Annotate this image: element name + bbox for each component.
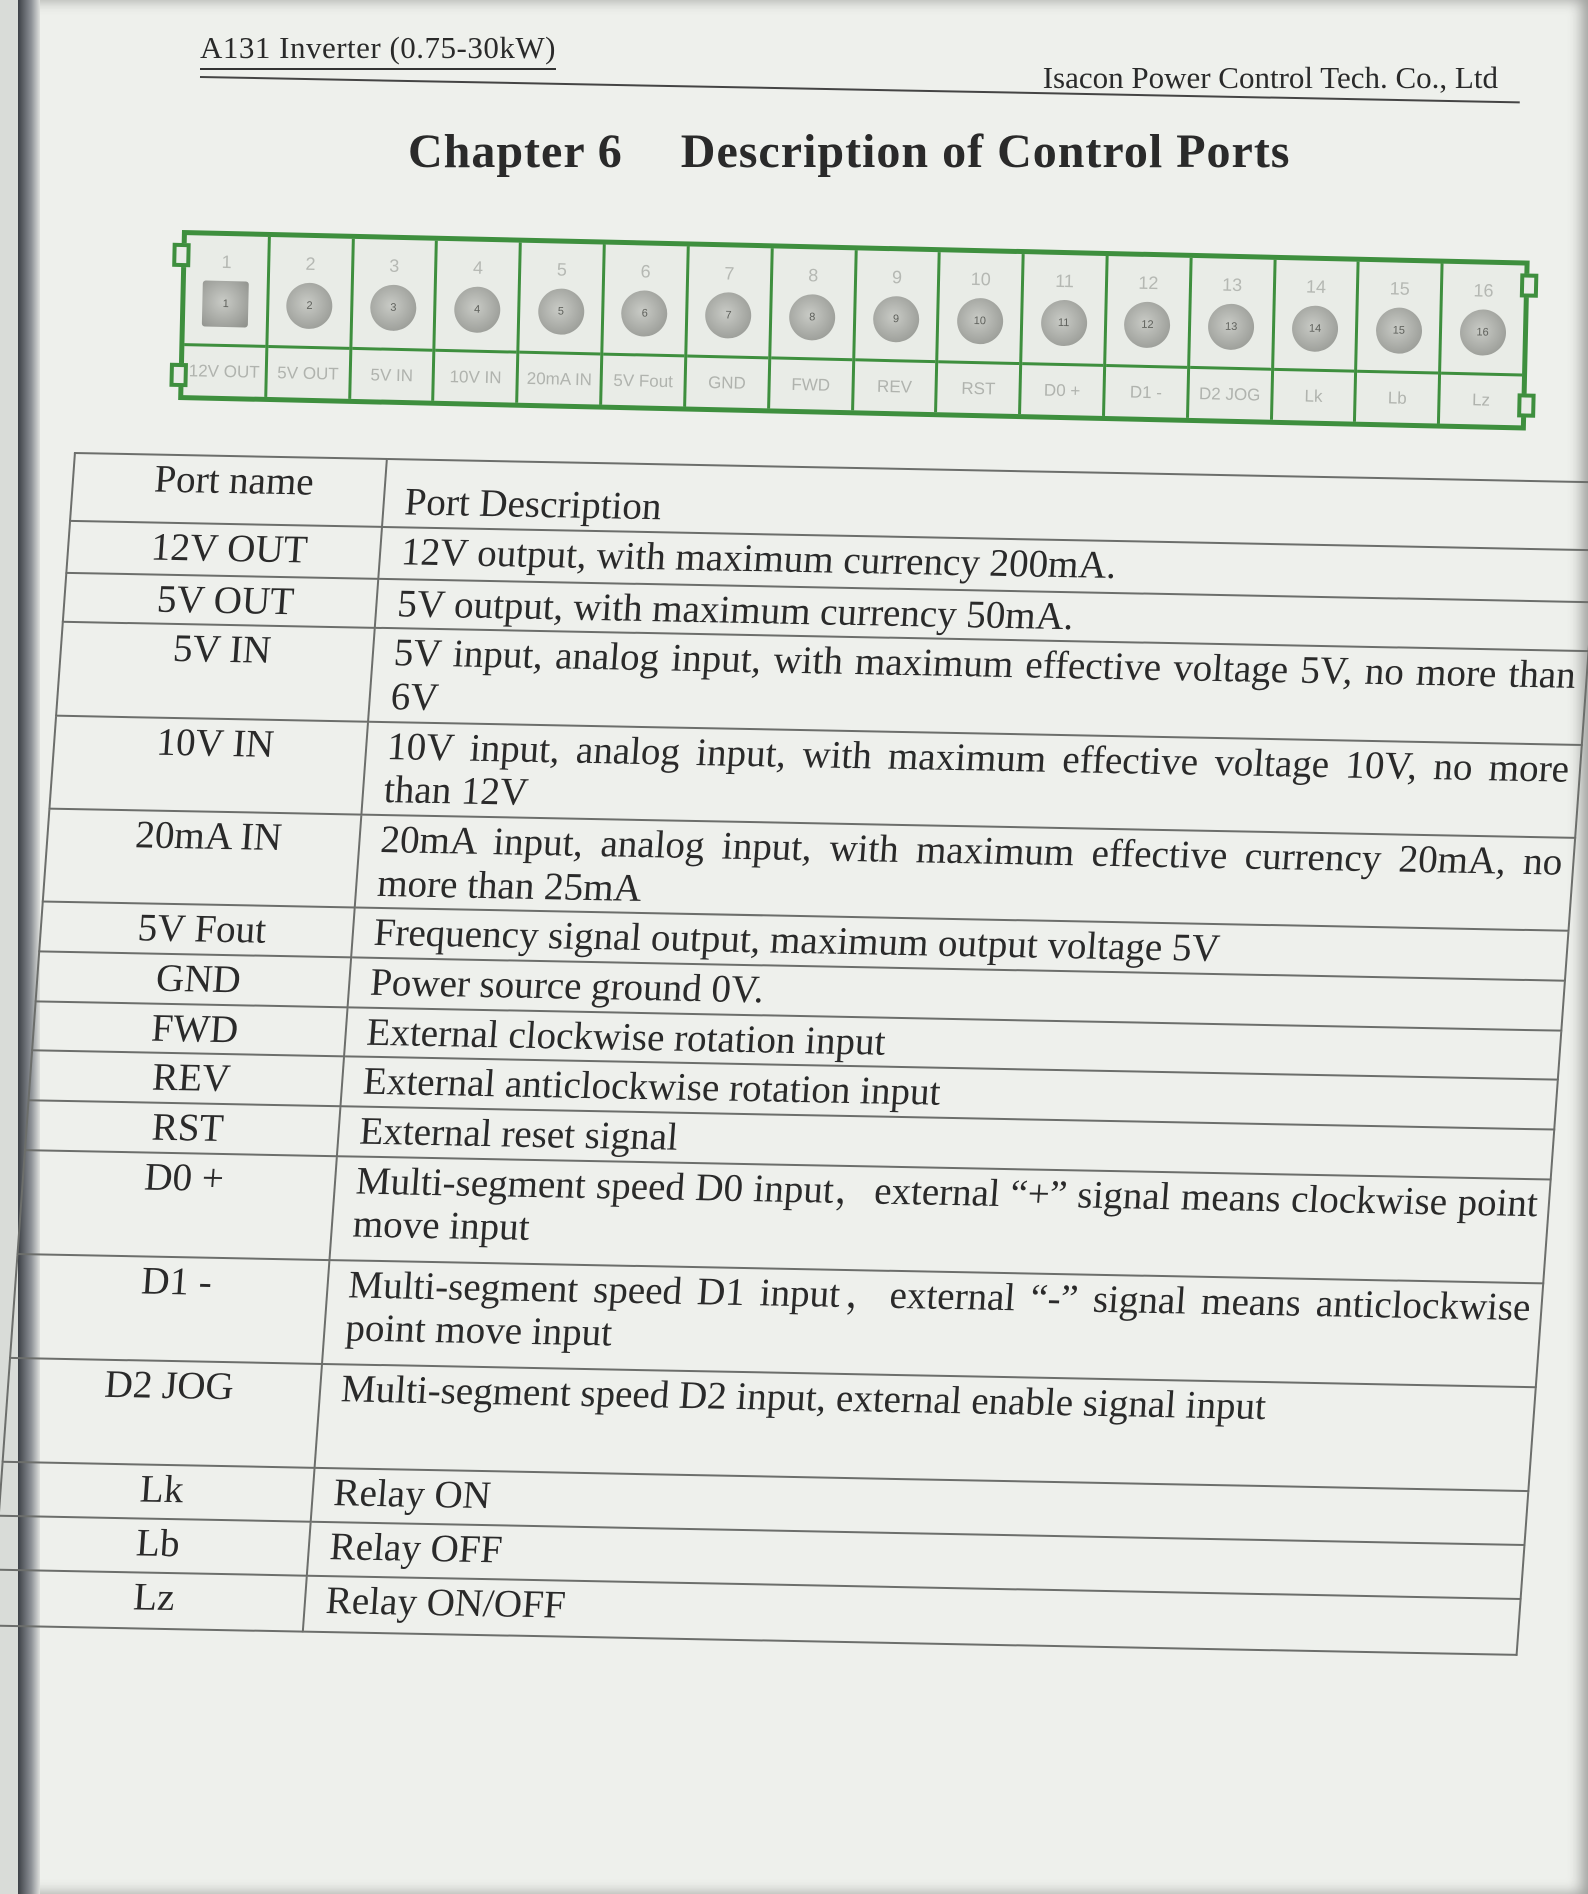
terminal-screw-icon: 7 bbox=[705, 292, 752, 339]
terminal-screw-icon: 8 bbox=[789, 294, 836, 341]
port-name-cell: 5V OUT bbox=[63, 573, 378, 629]
terminal-screw-icon: 6 bbox=[621, 290, 668, 337]
port-table-wrapper bbox=[0, 452, 1588, 1872]
terminal-number: 8 bbox=[807, 265, 819, 286]
terminal-top bbox=[687, 247, 770, 357]
port-description-cell: Multi-segment speed D0 input，external “+” signal means clockwise point move input bbox=[329, 1156, 1550, 1283]
terminal-number: 15 bbox=[1389, 278, 1411, 299]
terminal-block-diagram bbox=[178, 230, 1530, 431]
terminal-number: 12 bbox=[1138, 272, 1159, 294]
terminal-screw-icon: 11 bbox=[1040, 300, 1087, 347]
port-name-cell: REV bbox=[29, 1051, 344, 1107]
terminal-cell bbox=[854, 250, 941, 412]
terminal-top bbox=[1441, 264, 1524, 374]
terminal-cell bbox=[1189, 258, 1276, 420]
terminal-number: 13 bbox=[1221, 274, 1243, 296]
terminal-label: Lb bbox=[1356, 370, 1438, 424]
port-description-cell: Frequency signal output, maximum output voltage 5V bbox=[351, 908, 1568, 981]
terminal-top bbox=[855, 250, 938, 360]
port-description-cell: External reset signal bbox=[337, 1106, 1554, 1179]
terminal-label: 12V OUT bbox=[183, 343, 265, 397]
terminal-cell bbox=[686, 247, 773, 409]
port-description-cell: 20mA input, analog input, with maximum effective currency 20mA, no more than 25mA bbox=[355, 815, 1575, 932]
terminal-top bbox=[352, 239, 435, 349]
port-description-cell: External clockwise rotation input bbox=[344, 1007, 1561, 1080]
terminal-top bbox=[1106, 256, 1189, 366]
column-header-port-name: Port name bbox=[70, 453, 387, 527]
terminal-number: 10 bbox=[970, 268, 992, 290]
port-name-cell: D0 + bbox=[18, 1150, 337, 1260]
terminal-screw-icon: 14 bbox=[1292, 305, 1339, 352]
port-name-cell: 5V Fout bbox=[39, 902, 354, 958]
terminal-number: 6 bbox=[640, 261, 651, 282]
terminal-label: 20mA IN bbox=[518, 351, 600, 405]
terminal-number: 4 bbox=[472, 257, 484, 278]
terminal-label: D1 - bbox=[1105, 364, 1187, 418]
terminal-top bbox=[436, 241, 519, 351]
terminal-screw-icon: 1 bbox=[202, 280, 249, 327]
terminal-label: 10V IN bbox=[435, 349, 517, 403]
terminal-label: REV bbox=[854, 358, 936, 412]
terminal-number: 1 bbox=[221, 251, 232, 273]
terminal-top bbox=[268, 237, 351, 347]
terminal-number: 16 bbox=[1473, 280, 1494, 301]
port-description-cell: External anticlockwise rotation input bbox=[340, 1057, 1557, 1130]
terminal-label: RST bbox=[937, 360, 1019, 414]
terminal-number: 7 bbox=[724, 263, 735, 284]
port-name-cell: GND bbox=[36, 951, 351, 1007]
port-description-cell: Relay ON bbox=[311, 1468, 1529, 1545]
terminal-top bbox=[1190, 258, 1273, 368]
terminal-screw-icon: 9 bbox=[873, 296, 920, 343]
terminal-cell bbox=[1021, 254, 1108, 416]
terminal-label: 5V OUT bbox=[267, 345, 349, 399]
terminal-screw-icon: 13 bbox=[1208, 303, 1255, 350]
header-product: A131 Inverter (0.75-30kW) bbox=[200, 30, 556, 70]
terminal-top bbox=[603, 245, 686, 355]
terminal-top bbox=[520, 243, 603, 353]
terminal-screw-icon: 3 bbox=[370, 284, 417, 331]
terminal-screw-icon: 10 bbox=[956, 298, 1003, 345]
terminal-top bbox=[771, 248, 854, 358]
port-description-cell: Relay ON/OFF bbox=[303, 1575, 1521, 1654]
terminal-label: 5V Fout bbox=[602, 353, 684, 407]
terminal-screw-icon: 12 bbox=[1124, 301, 1171, 348]
terminal-cell bbox=[183, 235, 270, 397]
port-description-cell: Multi-segment speed D1 input，external “-” signal means anticlockwise point move input bbox=[322, 1260, 1543, 1387]
terminal-cell bbox=[351, 239, 438, 401]
chapter-number: Chapter 6 bbox=[408, 125, 623, 178]
port-description-cell: 5V output, with maximum currency 50mA. bbox=[375, 579, 1588, 652]
terminal-number: 14 bbox=[1305, 276, 1327, 297]
terminal-cell bbox=[770, 248, 857, 410]
port-name-cell: 5V IN bbox=[56, 622, 375, 721]
terminal-top bbox=[1358, 262, 1441, 372]
terminal-top bbox=[184, 235, 267, 345]
header-company: Isacon Power Control Tech. Co., Ltd bbox=[1042, 60, 1498, 95]
port-name-cell: D1 - bbox=[10, 1254, 329, 1364]
terminal-screw-icon: 4 bbox=[454, 286, 501, 333]
port-name-cell: Lb bbox=[0, 1515, 311, 1575]
terminal-screw-icon: 5 bbox=[537, 288, 584, 335]
port-name-cell: 20mA IN bbox=[43, 809, 362, 908]
port-table bbox=[0, 452, 1588, 1656]
terminal-screw-icon: 16 bbox=[1459, 309, 1506, 356]
terminal-label: D0 + bbox=[1021, 362, 1103, 416]
port-name-cell: D2 JOG bbox=[3, 1358, 322, 1468]
terminal-number: 11 bbox=[1055, 270, 1075, 292]
terminal-cell bbox=[1356, 262, 1443, 424]
terminal-label: Lk bbox=[1273, 368, 1355, 422]
terminal-number: 3 bbox=[389, 255, 400, 276]
port-name-cell: 12V OUT bbox=[66, 521, 382, 579]
port-name-cell: RST bbox=[25, 1100, 340, 1156]
terminal-label: GND bbox=[686, 354, 768, 408]
terminal-label: FWD bbox=[770, 356, 852, 410]
port-description-cell: 5V input, analog input, with maximum effective voltage 5V, no more than 6V bbox=[368, 628, 1588, 745]
terminal-cell bbox=[602, 245, 689, 407]
terminal-screw-icon: 2 bbox=[286, 282, 333, 329]
terminal-screw-icon: 15 bbox=[1375, 307, 1422, 354]
terminal-top bbox=[1274, 260, 1357, 370]
terminal-number: 9 bbox=[891, 267, 903, 288]
terminal-number: 2 bbox=[305, 253, 316, 275]
terminal-cell bbox=[435, 241, 522, 403]
terminal-cell bbox=[1440, 264, 1524, 426]
port-description-cell: Relay OFF bbox=[307, 1521, 1525, 1598]
terminal-cell bbox=[518, 243, 605, 405]
chapter-heading bbox=[408, 124, 1290, 179]
port-name-cell: 10V IN bbox=[49, 715, 368, 814]
terminal-number: 5 bbox=[556, 259, 568, 280]
terminal-cell bbox=[937, 252, 1024, 414]
terminal-label: D2 JOG bbox=[1189, 366, 1271, 420]
terminal-top bbox=[939, 252, 1022, 362]
port-description-cell: 10V input, analog input, with maximum effective voltage 10V, no more than 12V bbox=[361, 721, 1581, 838]
terminal-label: 5V IN bbox=[351, 347, 433, 401]
port-description-cell: 12V output, with maximum currency 200mA. bbox=[378, 527, 1588, 602]
port-name-cell: Lz bbox=[0, 1569, 307, 1631]
terminal-cell bbox=[1105, 256, 1192, 418]
port-name-cell: FWD bbox=[32, 1001, 347, 1057]
terminal-label: Lz bbox=[1440, 372, 1522, 426]
port-description-cell: Power source ground 0V. bbox=[348, 957, 1565, 1030]
terminal-top bbox=[1022, 254, 1105, 364]
port-name-cell: Lk bbox=[0, 1462, 315, 1522]
column-header-port-description: Port Description bbox=[382, 459, 1588, 550]
port-description-cell: Multi-segment speed D2 input, external enable signal input bbox=[315, 1364, 1536, 1491]
terminal-cell bbox=[1273, 260, 1360, 422]
chapter-title: Description of Control Ports bbox=[680, 125, 1291, 178]
terminal-cell bbox=[267, 237, 354, 399]
document-page bbox=[18, 0, 1588, 1894]
